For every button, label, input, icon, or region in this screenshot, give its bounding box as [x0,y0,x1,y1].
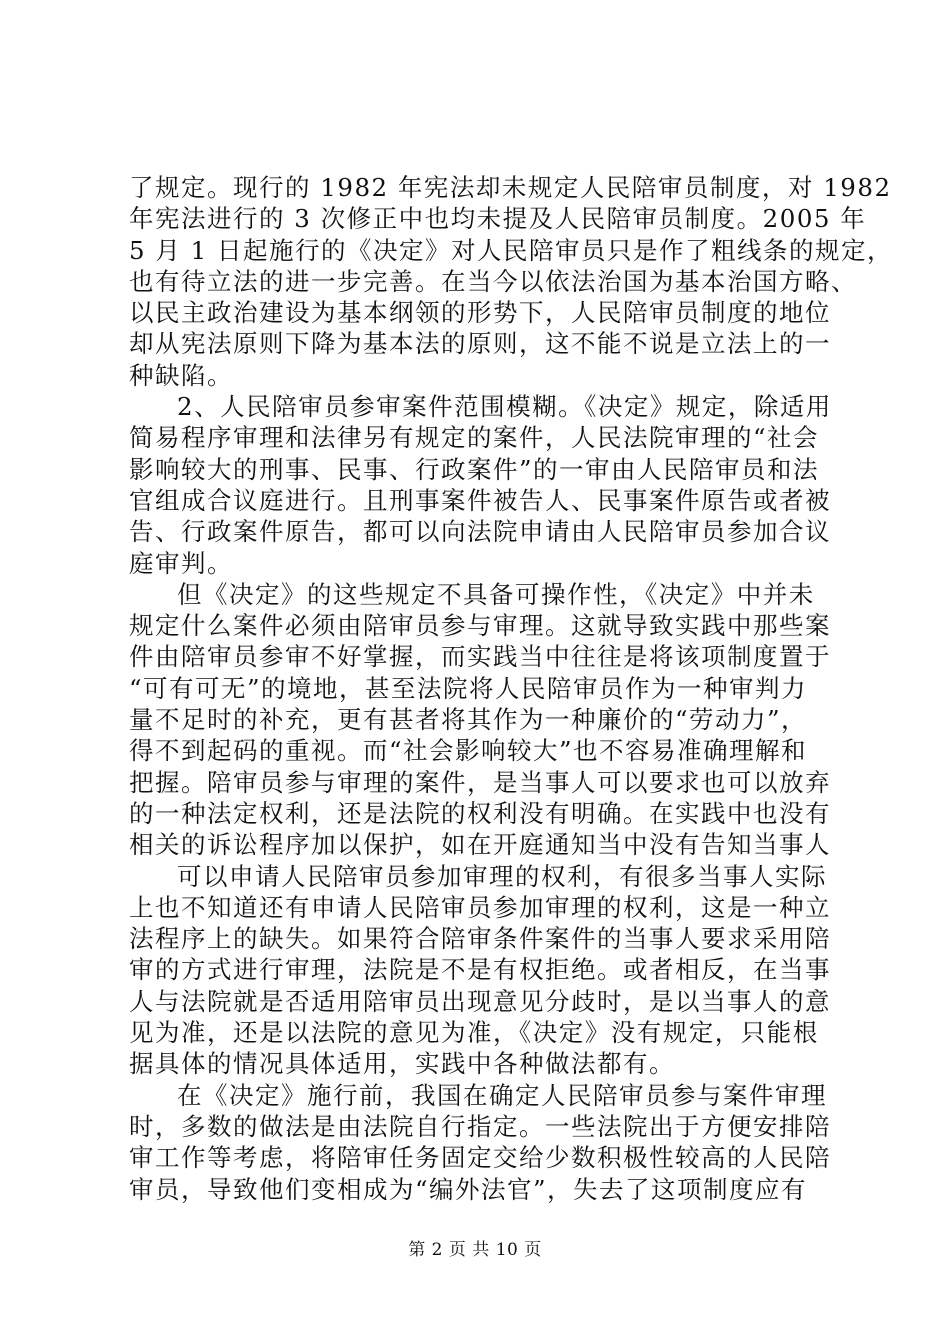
text-line: 简易程序审理和法律另有规定的案件，人民法院审理的“社会 [129,423,820,453]
text-line: 2、人民陪审员参审案件范围模糊。《决定》规定，除适用 [177,392,832,422]
text-line: 种缺陷。 [129,360,233,390]
text-line: 5 月 1 日起施行的《决定》对人民陪审员只是作了粗线条的规定， [129,235,894,265]
text-line: 审的方式进行审理，法院是不是有权拒绝。或者相反，在当事 [129,955,831,985]
text-line: 审员，导致他们变相成为“编外法官”，失去了这项制度应有 [129,1174,808,1204]
text-line: 也有待立法的进一步完善。在当今以依法治国为基本治国方略、 [129,266,857,296]
text-line: 审工作等考虑，将陪审任务固定交给少数积极性较高的人民陪 [129,1143,831,1173]
text-line: 见为准，还是以法院的意见为准，《决定》没有规定，只能根 [129,1018,819,1048]
text-line: 以民主政治建设为基本纲领的形势下，人民陪审员制度的地位 [129,298,831,328]
text-line: 把握。陪审员参与审理的案件，是当事人可以要求也可以放弃 [129,767,831,797]
page-footer: 第 2 页 共 10 页 [408,1240,542,1260]
text-line: 时，多数的做法是由法院自行指定。一些法院出于方便安排陪 [129,1111,831,1141]
text-line: 人与法院就是否适用陪审员出现意见分歧时，是以当事人的意 [129,986,831,1016]
text-line: 规定什么案件必须由陪审员参与审理。这就导致实践中那些案 [129,611,831,641]
text-line: 了规定。现行的 1982 年宪法却未规定人民陪审员制度，对 1982 [129,173,892,202]
text-line: 上也不知道还有申请人民陪审员参加审理的权利，这是一种立 [129,892,831,922]
text-line: “可有可无”的境地，甚至法院将人民陪审员作为一种审判力 [129,673,808,703]
text-line: 量不足时的补充，更有甚者将其作为一种廉价的“劳动力”， [129,705,808,735]
text-line: 法程序上的缺失。如果符合陪审条件案件的当事人要求采用陪 [129,924,831,954]
text-line: 件由陪审员参审不好掌握，而实践当中往往是将该项制度置于 [129,642,831,672]
text-line: 庭审判。 [129,548,233,578]
body-text [129,172,894,1205]
text-line: 在《决定》施行前，我国在确定人民陪审员参与案件审理 [177,1080,827,1110]
text-line: 官组成合议庭进行。且刑事案件被告人、民事案件原告或者被 [129,485,831,515]
text-line: 的一种法定权利，还是法院的权利没有明确。在实践中也没有 [129,798,831,828]
text-line: 影响较大的刑事、民事、行政案件”的一审由人民陪审员和法 [129,454,820,484]
text-line: 可以申请人民陪审员参加审理的权利，有很多当事人实际 [177,861,827,891]
text-line: 却从宪法原则下降为基本法的原则，这不能不说是立法上的一 [129,329,831,359]
text-line: 相关的诉讼程序加以保护，如在开庭通知当中没有告知当事人 [129,830,831,860]
text-line: 得不到起码的重视。而“社会影响较大”也不容易准确理解和 [129,736,808,766]
text-line: 但《决定》的这些规定不具备可操作性，《决定》中并未 [177,579,815,609]
text-line: 据具体的情况具体适用，实践中各种做法都有。 [129,1049,675,1079]
text-line: 年宪法进行的 3 次修正中也均未提及人民陪审员制度。2005 年 [129,204,867,234]
text-line: 告、行政案件原告，都可以向法院申请由人民陪审员参加合议 [129,517,831,547]
